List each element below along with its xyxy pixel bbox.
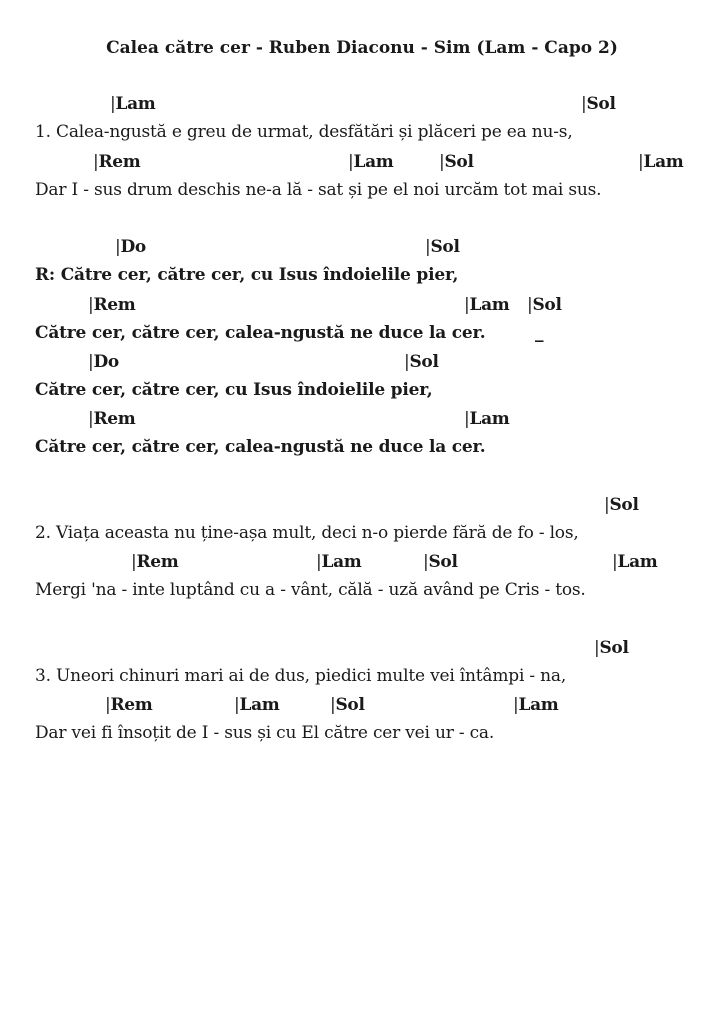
chord: |Lam — [612, 552, 658, 572]
chord: |Lam — [316, 552, 362, 572]
lyric-line: Către cer, către cer, calea-ngustă ne duce la cer. — [35, 437, 486, 457]
lyric-line: Dar vei fi însoțit de I - sus și cu El către cer vei ur - ca. — [35, 723, 495, 743]
chord: |Sol — [581, 94, 616, 114]
lyric-line: 2. Viața aceasta nu ține-așa mult, deci n-o pierde fără de fo - los, — [35, 523, 579, 543]
chord: |Rem — [93, 152, 141, 172]
song-title: Calea către cer - Ruben Diaconu - Sim (Lam - Capo 2) — [106, 38, 618, 58]
chord: |Rem — [131, 552, 179, 572]
chord: |Do — [115, 237, 146, 257]
marker: _ — [535, 323, 544, 343]
lyric-line: Dar I - sus drum deschis ne-a lă - sat și pe el noi urcăm tot mai sus. — [35, 180, 602, 200]
lyric-line: R: Către cer, către cer, cu Isus îndoielile pier, — [35, 265, 459, 285]
chord: |Lam — [513, 695, 559, 715]
lyric-line: Către cer, către cer, cu Isus îndoielile pier, — [35, 380, 433, 400]
lyric-line: Către cer, către cer, calea-ngustă ne duce la cer. — [35, 323, 486, 343]
lyric-line: 1. Calea-ngustă e greu de urmat, desfătări și plăceri pe ea nu-s, — [35, 122, 573, 142]
chord: |Lam — [464, 295, 510, 315]
chord: |Sol — [594, 638, 629, 658]
chord: |Lam — [234, 695, 280, 715]
chord: |Sol — [404, 352, 439, 372]
chord: |Sol — [527, 295, 562, 315]
chord: |Sol — [423, 552, 458, 572]
lyric-line: Mergi 'na - inte luptând cu a - vânt, călă - uză având pe Cris - tos. — [35, 580, 586, 600]
chord: |Do — [88, 352, 119, 372]
chord: |Sol — [330, 695, 365, 715]
chord: |Sol — [425, 237, 460, 257]
chord: |Sol — [604, 495, 639, 515]
chord: |Rem — [88, 409, 136, 429]
chord: |Rem — [88, 295, 136, 315]
chord: |Rem — [105, 695, 153, 715]
chord: |Lam — [348, 152, 394, 172]
chord: |Lam — [638, 152, 684, 172]
lyric-line: 3. Uneori chinuri mari ai de dus, piedici multe vei întâmpi - na, — [35, 666, 567, 686]
chord: |Lam — [464, 409, 510, 429]
chord: |Sol — [439, 152, 474, 172]
chord: |Lam — [110, 94, 156, 114]
